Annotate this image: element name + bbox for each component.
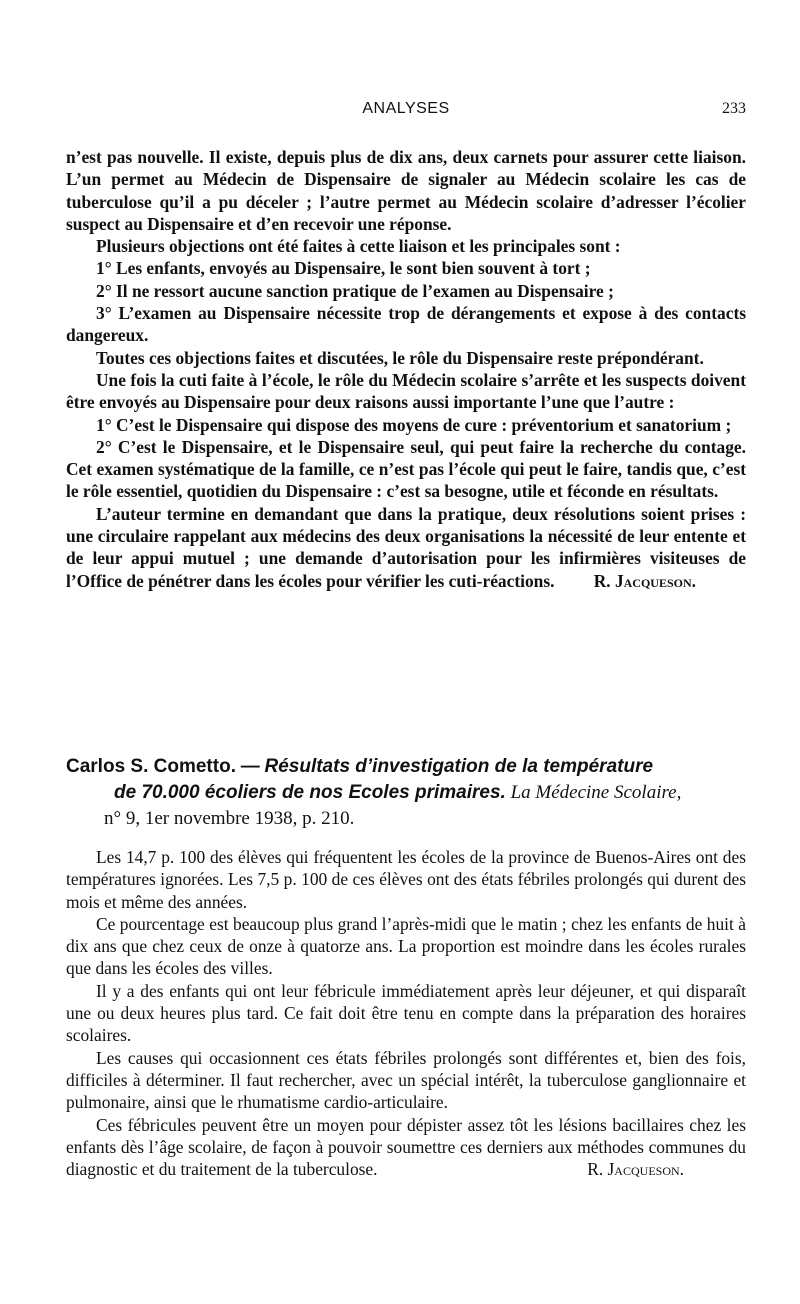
article-author: Carlos S. Cometto. xyxy=(66,756,236,777)
paragraph: 2° C’est le Dispensaire, et le Dispensaire seul, qui peut faire la recherche du contage. Cet examen systématique de la famille, ce n’est pas l’école qui peut le faire, tandis que, c’est le rôle essentiel, quotidien du Dispensaire : c’est sa besogne, utile et féconde en résultats. xyxy=(66,436,746,502)
second-article-body xyxy=(66,846,746,1180)
article-title-part-2: de 70.000 écoliers de nos Ecoles primaires. xyxy=(114,782,506,803)
paragraph: Les causes qui occasionnent ces états fébriles prolongés sont différentes et, bien des fois, difficiles à déterminer. Il faut rechercher, avec un spécial intérêt, la tuberculose ganglionnaire et pulmonaire, ainsi que le rhumatisme cardio-articulaire. xyxy=(66,1047,746,1113)
paragraph: Plusieurs objections ont été faites à cette liaison et les principales sont : xyxy=(96,236,621,257)
paragraph: 1° Les enfants, envoyés au Dispensaire, le sont bien souvent à tort ; xyxy=(96,258,591,279)
paragraph: Il y a des enfants qui ont leur fébricule immédiatement après leur déjeuner, et qui disparaît une ou deux heures plus tard. Ce fait doit être tenu en compte dans la préparation des horaires scolaires. xyxy=(66,980,746,1046)
signature: R. Jacqueson. xyxy=(587,1159,684,1180)
paragraph: Une fois la cuti faite à l’école, le rôle du Médecin scolaire s’arrête et les suspects doivent être envoyés au Dispensaire pour deux raisons aussi importante l’une que l’autre : xyxy=(66,369,746,413)
paragraph-with-signature xyxy=(66,1114,746,1181)
journal-name: La Médecine Scolaire, xyxy=(510,782,682,803)
first-article-body xyxy=(66,146,746,592)
paragraph: Les 14,7 p. 100 des élèves qui fréquentent les écoles de la province de Buenos-Aires ont des températures ignorées. Les 7,5 p. 100 de ces élèves ont des états fébriles prolongés qui durent des mois et même des années. xyxy=(66,847,746,912)
paragraph-with-signature xyxy=(66,503,746,592)
heading-line-2 xyxy=(66,780,746,806)
page-number: 233 xyxy=(722,100,746,117)
running-title: ANALYSES xyxy=(362,100,450,117)
running-header xyxy=(66,100,746,126)
paragraph-text: Ces fébricules peuvent être un moyen pour dépister assez tôt les lésions bacillaires chez les enfants dès l’âge scolaire, de façon à pouvoir soumettre ces derniers aux méthodes communes du diagnostic et du traitement de la tuberculose. xyxy=(66,1114,746,1180)
paragraph-text: L’auteur termine en demandant que dans la pratique, deux résolutions soient prises : une circulaire rappelant aux médecins des deux organisations la nécessité de leur entente et de leur appui mutuel ; une demande d’autorisation pour les infirmières visiteuses de l’Office de pénétrer dans les écoles pour vérifier les cuti-réactions. xyxy=(66,503,746,591)
paragraph: n’est pas nouvelle. Il existe, depuis plus de dix ans, deux carnets pour assurer cette liaison. L’un permet au Médecin de Dispensaire de signaler au Médecin scolaire les cas de tuberculose qu’il a pu déceler ; l’autre permet au Médecin scolaire d’adresser l’écolier suspect au Dispensaire et d’en recevoir une réponse. xyxy=(66,147,746,234)
citation: n° 9, 1er novembre 1938, p. 210. xyxy=(104,808,355,829)
heading-line-1 xyxy=(66,754,746,780)
paragraph: 3° L’examen au Dispensaire nécessite trop de dérangements et expose à des contacts dangereux. xyxy=(66,303,746,346)
paragraph: Toutes ces objections faites et discutées, le rôle du Dispensaire reste prépondérant. xyxy=(96,347,704,368)
signature: R. Jacqueson. xyxy=(593,570,696,591)
article-heading xyxy=(66,754,746,832)
article-title-part-1: Résultats d’investigation de la température xyxy=(264,756,654,777)
title-dash: — xyxy=(240,756,260,777)
paragraph: Ce pourcentage est beaucoup plus grand l’après-midi que le matin ; chez les enfants de huit à dix ans que chez ceux de onze à quatorze ans. La proportion est moindre dans les écoles rurales que dans les écoles des villes. xyxy=(66,913,746,979)
heading-line-3 xyxy=(66,806,746,832)
paragraph: 1° C’est le Dispensaire qui dispose des moyens de cure : préventorium et sanatorium ; xyxy=(96,414,732,435)
paragraph: 2° Il ne ressort aucune sanction pratique de l’examen au Dispensaire ; xyxy=(96,280,614,301)
